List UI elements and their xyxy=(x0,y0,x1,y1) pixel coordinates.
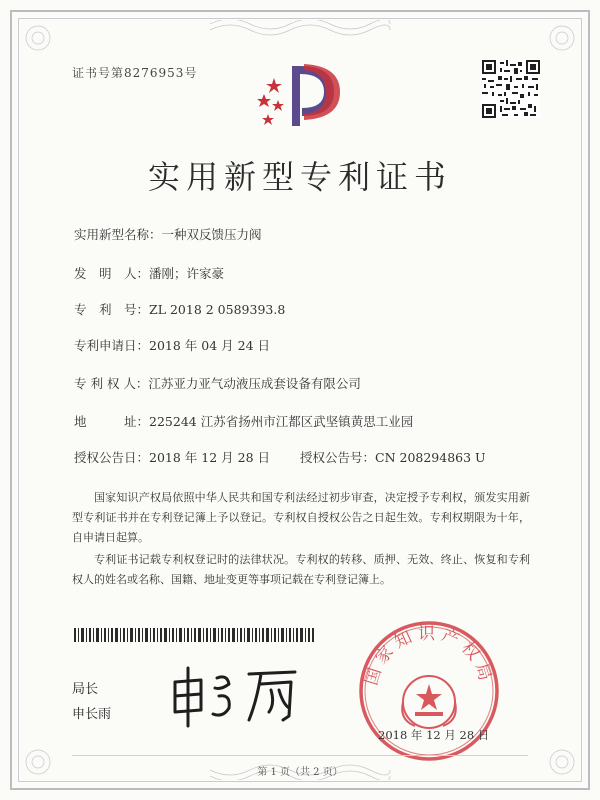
director-role: 局长 xyxy=(72,682,99,697)
paragraph-grant: 国家知识产权局依照中华人民共和国专利法经过初步审查，决定授予专利权，颁发实用新型专利证书并在专利登记簿上予以登记。专利权自授权公告之日起生效。专利权期限为十年，自申请日起算。 xyxy=(72,491,530,544)
field-label: 专 利 号： xyxy=(74,302,150,317)
field-patentee xyxy=(74,374,361,392)
field-value: 潘刚；许家豪 xyxy=(149,266,225,281)
paragraph-record: 专利证书记载专利权登记时的法律状况。专利权的转移、质押、无效、终止、恢复和专利权人的姓名或名称、国籍、地址变更等事项记载在专利登记簿上。 xyxy=(72,553,530,586)
field-value: 2018 年 04 月 24 日 xyxy=(149,338,271,353)
footer-rule xyxy=(72,755,528,756)
field-value: 一种双反馈压力阀 xyxy=(161,227,262,242)
seal-date: 2018 年 12 月 28 日 xyxy=(378,728,490,742)
field-value: 225244 江苏省扬州市江都区武坚镇黄思工业园 xyxy=(149,414,414,429)
announcement-date-value: 2018 年 12 月 28 日 xyxy=(149,450,271,465)
seal-text: 国家知识产权局 xyxy=(361,624,497,688)
certificate-number: 证书号第8276953号 xyxy=(72,66,198,80)
field-utility-name xyxy=(74,225,262,243)
cnipa-logo xyxy=(252,56,348,136)
field-label: 专利申请日： xyxy=(74,338,150,353)
field-value: ZL 2018 2 0589393.8 xyxy=(149,302,286,317)
field-label: 地 址： xyxy=(74,414,150,429)
field-label: 发 明 人： xyxy=(74,266,150,281)
qr-code xyxy=(482,60,540,118)
announcement-date-label: 授权公告日： xyxy=(74,450,150,465)
field-patent-number xyxy=(74,300,285,318)
field-label: 专 利 权 人： xyxy=(74,376,149,391)
field-inventor xyxy=(74,264,224,282)
field-address xyxy=(74,412,413,430)
announcement-number-value: CN 208294863 U xyxy=(375,450,486,465)
certificate-title: 实用新型专利证书 xyxy=(147,158,452,196)
field-announcement xyxy=(74,448,486,466)
barcode xyxy=(74,628,314,642)
field-value: 江苏亚力亚气动液压成套设备有限公司 xyxy=(148,376,361,391)
announcement-number-label: 授权公告号： xyxy=(300,450,376,465)
director-name: 申长雨 xyxy=(72,707,112,722)
field-label: 实用新型名称： xyxy=(74,227,162,242)
field-application-date xyxy=(74,336,270,354)
svg-text:国家知识产权局 xyxy=(362,624,497,688)
page-number: 第 1 页（共 2 页） xyxy=(257,767,343,778)
director-signature xyxy=(165,660,305,730)
